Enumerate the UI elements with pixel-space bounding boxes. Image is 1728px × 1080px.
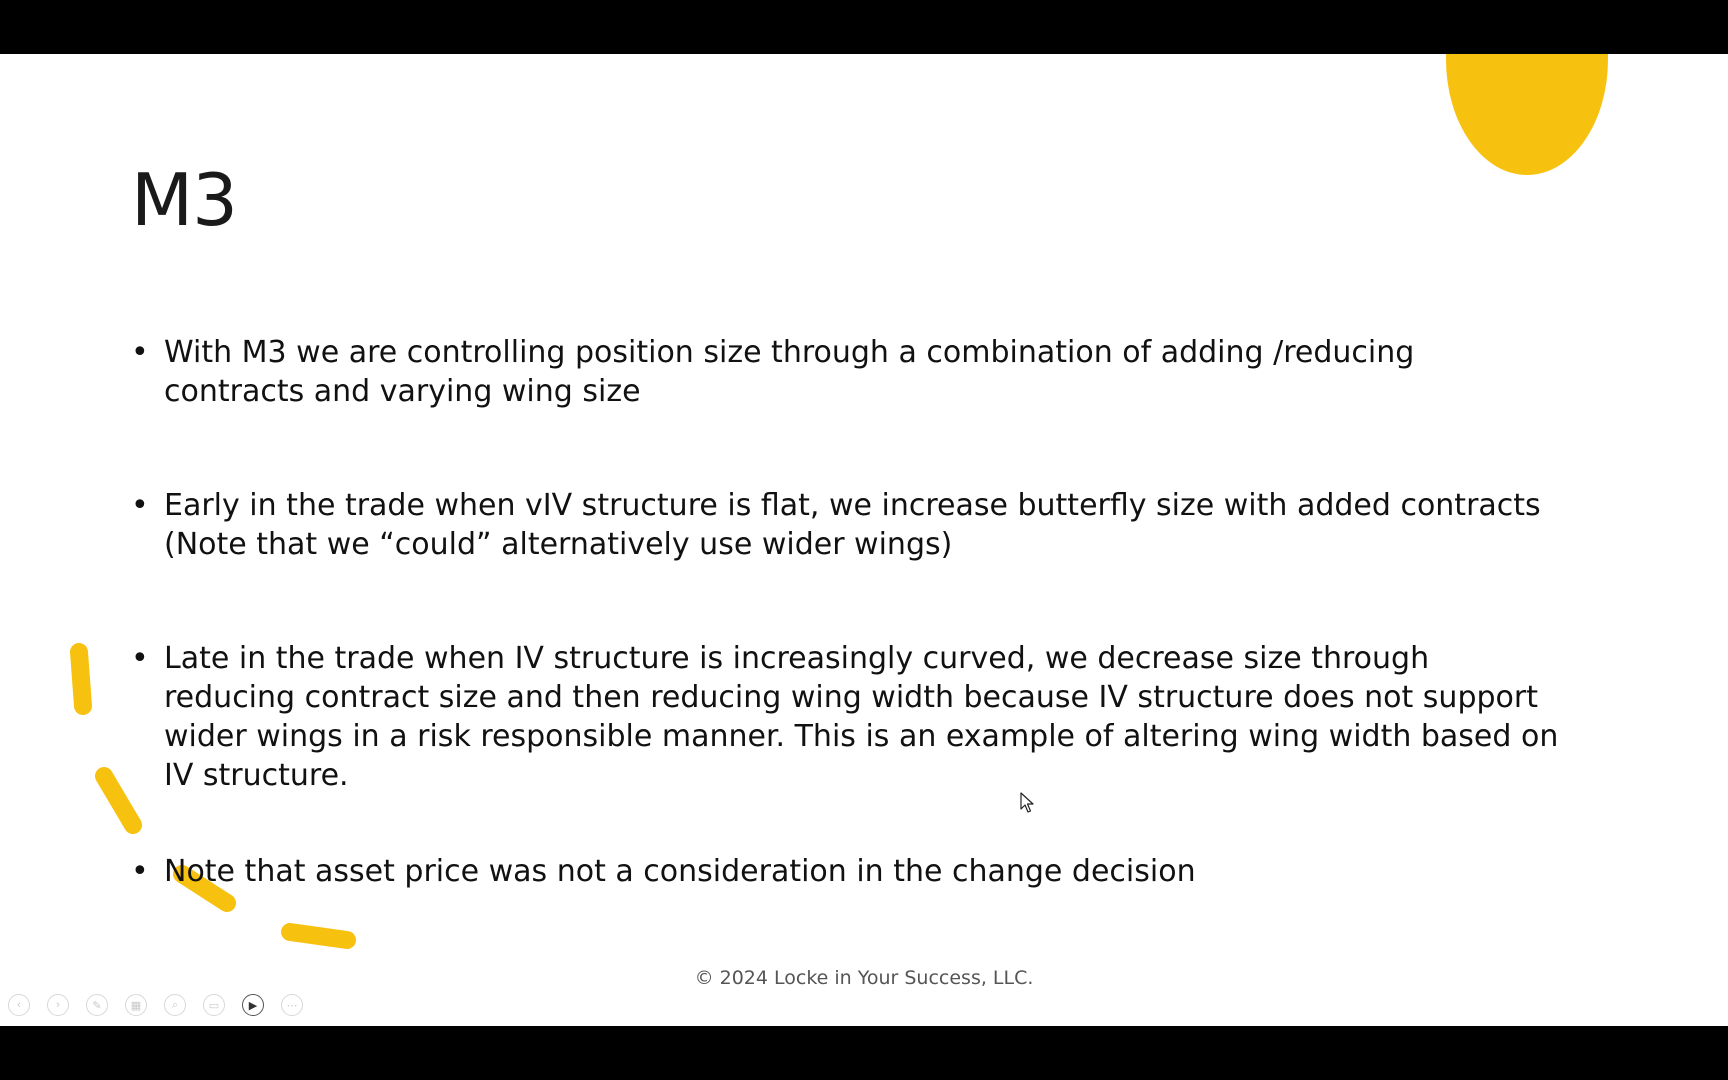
pen-icon[interactable]: ✎ [86,994,108,1016]
arc-dash-1 [79,652,83,706]
slide-title: M3 [131,158,237,242]
arc-dash-4 [290,932,347,940]
bullet-marker: • [131,641,149,676]
bullet-text: Note that asset price was not a consideration in the change decision [164,854,1196,889]
camera-icon[interactable]: ▶ [242,994,264,1016]
bullet-text: With M3 we are controlling position size through a combination of adding /reducing contracts and varying wing size [164,335,1415,409]
previous-icon[interactable]: ‹ [8,994,30,1016]
slide-canvas [0,54,1728,1026]
next-icon[interactable]: › [47,994,69,1016]
slide-footer-copyright: © 2024 Locke in Your Success, LLC. [694,967,1034,989]
slideshow-toolbar [8,994,303,1018]
more-options-icon[interactable]: ⋯ [281,994,303,1016]
decorative-yellow-circle [1446,54,1608,175]
zoom-icon[interactable]: ⌕ [164,994,186,1016]
bullet-text: Late in the trade when IV structure is increasingly curved, we decrease size through reducing contract size and then reducing wing width because IV structure does not support wider wings in a risk responsible manner. This is an example of altering wing width based on IV structure. [164,641,1559,793]
mouse-pointer-icon [1020,792,1036,814]
slides-grid-icon[interactable]: ▦ [125,994,147,1016]
bullet-marker: • [131,488,149,523]
bullet-marker: • [131,854,149,889]
subtitles-icon[interactable]: ▭ [203,994,225,1016]
bullet-text: Early in the trade when vIV structure is flat, we increase butterfly size with added contracts (Note that we “could” alternatively use wider wings) [164,488,1541,562]
arc-dash-2 [104,776,133,825]
bullet-marker: • [131,335,149,370]
